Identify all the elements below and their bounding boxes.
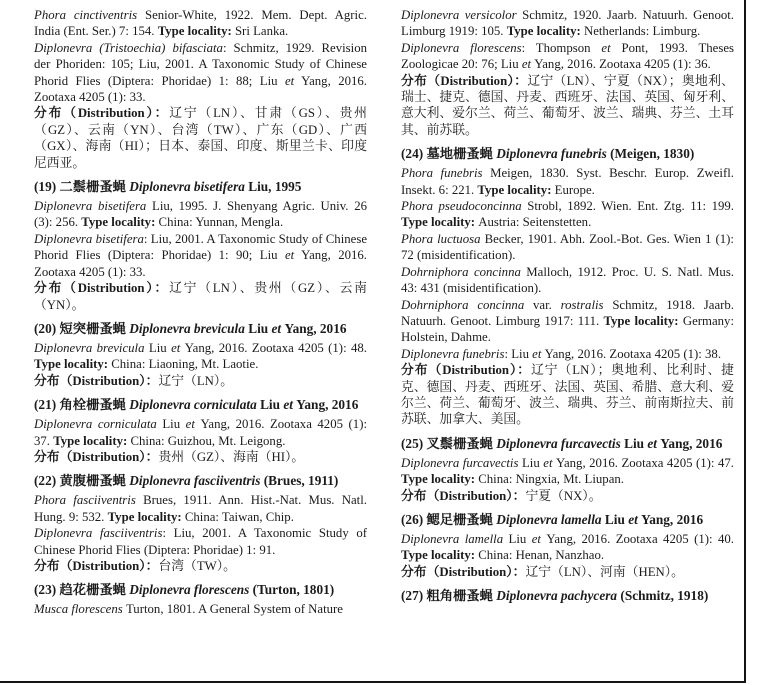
text-run: Yang, 2016 (641, 511, 704, 527)
text-run: Meigen, 1830. Syst. Beschr. Europ. Zweifl. Insekt. 6: 221. (401, 166, 734, 197)
text-run: Liu, 1995. J. Shenyang Agric. Univ. 26 (3): 256. (34, 199, 367, 230)
text-run: Europe. (554, 182, 595, 197)
entry-heading (34, 320, 367, 337)
entry-paragraph (34, 105, 367, 171)
text-run: (Turton, 1801) (252, 582, 335, 598)
text-run: Type locality: (53, 433, 131, 448)
text-run: Yang, 2016 (296, 397, 359, 413)
text-run: 辽宁（LN）、贵州（GZ）、云南（YN）。 (34, 281, 367, 312)
entry-paragraph (401, 7, 734, 40)
text-run: 分布（Distribution）： (401, 73, 528, 88)
text-run: Yang, 2016. Zootaxa 4205 (1): 36. (534, 57, 711, 72)
text-run: : Liu (504, 346, 533, 361)
text-run: Diplonevra brevicula (34, 340, 149, 355)
text-run: : Liu, 2001. A Taxonomic Study of Chinese Phorid Flies (Diptera: Phoridae) 1: 91. (34, 526, 367, 557)
text-run: Turton, 1801. A General System of Nature (125, 602, 343, 617)
text-run: Austria: Seitenstetten. (478, 215, 592, 230)
text-run: Diplonevra brevicula (129, 320, 249, 336)
entry-paragraph (401, 297, 734, 346)
text-run: 分布（Distribution）： (401, 488, 526, 503)
text-run: et (628, 511, 642, 527)
left-column (34, 7, 367, 618)
text-run: (21) 角栓栅蚤蝇 (34, 397, 130, 413)
entry-heading (34, 178, 367, 195)
text-run: Phora luctuosa (401, 231, 485, 246)
text-run: (26) 鳃足栅蚤蝇 (401, 511, 497, 527)
text-run: et (521, 57, 535, 72)
text-run: Dohrniphora concinna (401, 264, 527, 279)
text-run: Germany: Holstein, Dahme. (401, 313, 734, 345)
text-run: 贵州（GZ）、海南（HI）。 (158, 449, 305, 464)
text-run: Diplonevra corniculata (34, 417, 163, 432)
text-run: Liu (604, 511, 629, 527)
text-run: Yang, 2016 (284, 320, 347, 336)
text-run: Type locality: (477, 182, 555, 197)
text-run: Type locality: (401, 215, 479, 230)
text-run: (20) 短突栅蚤蝇 (34, 320, 130, 336)
entry-heading (401, 435, 734, 452)
entry-paragraph (34, 280, 367, 313)
entry-paragraph (34, 231, 367, 280)
entry-paragraph (401, 231, 734, 264)
text-run: Diplonevra corniculata (129, 397, 261, 413)
text-run: Diplonevra funebris (496, 146, 611, 162)
text-run: Diplonevra bisetifera (34, 231, 144, 246)
text-run: Type locality: (401, 472, 479, 487)
text-run: et (185, 417, 201, 432)
text-run: et (171, 340, 185, 355)
text-run: Musca florescens (34, 602, 126, 617)
text-run: et (283, 397, 297, 413)
entry-paragraph (34, 601, 367, 617)
entry-paragraph (401, 564, 734, 580)
text-run: et (601, 40, 622, 55)
text-run: Senior-White, 1922. Mem. Dept. Agric. India (Ent. Ser.) 7: 154. (34, 8, 367, 39)
text-run: et (647, 435, 661, 451)
entry-heading (401, 145, 734, 162)
text-run: Diplonevra florescens (401, 40, 522, 55)
text-run: China: Ningxia, Mt. Liupan. (478, 472, 624, 487)
text-run: et (284, 248, 295, 263)
text-run: Sri Lanka. (234, 24, 289, 39)
text-run: Schmitz, 1918. Jaarb. Natuurh. Genoot. Limburg 1917: 111. (401, 297, 734, 328)
text-run: et (543, 455, 557, 470)
text-run: Diplonevra (Tristoechia) bifasciata (34, 40, 223, 55)
text-run: Liu, 1995 (248, 179, 302, 195)
text-run: Type locality: (603, 313, 683, 328)
text-run: China: Guizhou, Mt. Leigong. (130, 433, 286, 448)
text-run: : Schmitz, 1929. Revision der Phoriden: 105; Liu, 2001. A Taxonomic Study of Chinese Phorid Flies (Diptera: Phoridae) 1: 88; Liu (34, 40, 367, 88)
text-run: Diplonevra bisetifera (34, 199, 153, 214)
text-run: Yang, 2016. Zootaxa 4205 (1): 40. (546, 531, 734, 546)
text-run: Diplonevra furcavectis (401, 455, 522, 470)
text-run: (Brues, 1911) (263, 473, 339, 489)
text-run: (Schmitz, 1918) (620, 588, 709, 604)
text-run: Type locality: (506, 24, 584, 39)
text-run: (24) 墓地栅蚤蝇 (401, 146, 497, 162)
text-run: (23) 趋花栅蚤蝇 (34, 582, 130, 598)
entry-paragraph (34, 373, 367, 389)
text-run: 宁夏（NX）。 (525, 488, 602, 503)
entry-paragraph (401, 346, 734, 362)
text-run: Yang, 2016. Zootaxa 4205 (1): 47. (556, 455, 734, 470)
text-run: 分布（Distribution）： (34, 373, 159, 388)
text-run: (27) 粗角栅蚤蝇 (401, 588, 497, 604)
text-run: Yang, 2016. Zootaxa 4205 (1): 48. (184, 340, 368, 355)
text-run: (25) 叉鬃栅蚤蝇 (401, 435, 497, 451)
entry-heading (34, 396, 367, 413)
text-run: 台湾（TW）。 (158, 558, 236, 573)
text-run: Dohrniphora concinna (401, 297, 534, 312)
text-run: Yang, 2016. Zootaxa 4205 (1): 37. (34, 417, 368, 448)
text-run: Diplonevra fasciiventris (34, 526, 163, 541)
text-run: Netherlands: Limburg. (583, 24, 701, 39)
entry-heading (401, 511, 734, 528)
text-run: Yang, 2016. Zootaxa 4205 (1): 33. (34, 73, 367, 105)
text-run: Diplonevra bisetifera (129, 179, 249, 195)
entry-paragraph (401, 73, 734, 139)
text-run: Liu (260, 397, 284, 413)
text-run: et (284, 73, 295, 88)
text-run: Diplonevra lamella (496, 511, 605, 527)
entry-paragraph (34, 449, 367, 465)
text-run: 辽宁（LN）、宁夏（NX）；奥地利、瑞士、捷克、德国、丹麦、西班牙、法国、英国、匈牙利、意大利、爱尔兰、荷兰、葡萄牙、波兰、瑞典、芬兰、土耳其、前苏联。 (401, 73, 734, 137)
entry-heading (34, 581, 367, 598)
text-run: 分布（Distribution）： (34, 558, 159, 573)
text-run: Liu (624, 435, 648, 451)
text-run: 分布（Distribution）： (34, 449, 159, 464)
entry-paragraph (401, 198, 734, 231)
text-run: Phora pseudoconcinna (401, 199, 528, 214)
text-run: Diplonevra pachycera (496, 588, 621, 604)
text-run: (Meigen, 1830) (610, 146, 695, 162)
text-run: Strobl, 1892. Wien. Ent. Ztg. 11: 199. (527, 199, 734, 214)
entry-paragraph (401, 531, 734, 564)
entry-paragraph (401, 362, 734, 428)
entry-heading (34, 472, 367, 489)
text-run: Type locality: (107, 509, 185, 524)
text-run: 辽宁（LN）。 (158, 373, 234, 388)
text-run: China: Taiwan, Chip. (184, 509, 294, 524)
text-run: Type locality: (157, 24, 235, 39)
text-run: Liu (148, 340, 172, 355)
text-run: 分布（Distribution）： (34, 106, 170, 121)
entry-paragraph (34, 40, 367, 106)
entry-paragraph (401, 488, 734, 504)
text-run: China: Henan, Nanzhao. (478, 548, 605, 563)
text-run: 辽宁（LN）；奥地利、比利时、捷克、德国、丹麦、西班牙、法国、英国、希腊、意大利、爱尔兰、荷兰、葡萄牙、波兰、瑞典、芬兰、前南斯拉夫、前苏联、加拿大、美国。 (401, 363, 734, 427)
text-run: Becker, 1901. Abh. Zool.-Bot. Ges. Wien 1 (1): 72 (misidentification). (401, 231, 734, 263)
text-run: Yang, 2016 (660, 435, 723, 451)
text-run: Type locality: (81, 215, 159, 230)
text-run: et (532, 346, 545, 361)
text-run: Type locality: (401, 548, 479, 563)
text-run: 辽宁（LN）、河南（HEN）。 (525, 564, 684, 579)
text-run: Phora funebris (401, 166, 491, 181)
text-run: Phora cinctiventris (34, 8, 145, 22)
text-run: 分布（Distribution）： (401, 564, 526, 579)
text-run: Diplonevra florescens (129, 582, 253, 598)
text-run: Yang, 2016. Zootaxa 4205 (1): 38. (544, 346, 722, 361)
text-run: et (531, 531, 547, 546)
entry-paragraph (34, 340, 367, 373)
text-run: Liu (521, 455, 544, 470)
entry-paragraph (401, 165, 734, 198)
text-run: (22) 黄腹栅蚤蝇 (34, 473, 130, 489)
text-run: Diplonevra versicolor (401, 8, 523, 22)
entry-paragraph (34, 416, 367, 449)
entry-paragraph (401, 455, 734, 488)
text-run: 分布（Distribution）： (34, 281, 170, 296)
entry-paragraph (401, 40, 734, 73)
text-run: Malloch, 1912. Proc. U. S. Natl. Mus. 43: 431 (misidentification). (401, 264, 734, 296)
text-run: China: Yunnan, Mengla. (158, 215, 284, 230)
text-run: et (271, 320, 285, 336)
text-run: Diplonevra furcavectis (496, 435, 625, 451)
text-run: : Thompson (521, 40, 602, 55)
text-run: Liu (248, 320, 272, 336)
text-run: Type locality: (34, 357, 112, 372)
text-run: (19) 二鬃栅蚤蝇 (34, 179, 130, 195)
text-run: : Liu, 2001. A Taxonomic Study of Chinese Phorid Flies (Diptera: Phoridae) 1: 90; Liu (34, 231, 368, 263)
entry-paragraph (34, 558, 367, 574)
text-run: Liu (162, 417, 186, 432)
text-run: Diplonevra fasciiventris (129, 473, 264, 489)
entry-paragraph (401, 264, 734, 297)
text-run: Schmitz, 1920. Jaarb. Natuurh. Genoot. Limburg 1919: 105. (401, 8, 734, 39)
text-run: rostralis (560, 297, 613, 312)
text-run: Yang, 2016. Zootaxa 4205 (1): 33. (34, 248, 367, 279)
text-run: 辽宁（LN）、甘肃（GS）、贵州（GZ）、云南（YN）、台湾（TW）、广东（GD）、广西（GX）、海南（HI）；日本、泰国、印度、斯里兰卡、印度尼西亚。 (34, 106, 367, 170)
text-run: Phora fasciiventris (34, 493, 144, 508)
right-column (401, 7, 734, 618)
entry-paragraph (34, 198, 367, 231)
text-run: Pont, 1993. Theses Zoologicae 20: 76; Liu (401, 40, 735, 72)
text-run: Diplonevra funebris (401, 346, 505, 361)
text-run: Diplonevra lamella (401, 531, 509, 546)
text-run: var. (533, 297, 561, 312)
entry-paragraph (34, 7, 367, 40)
entry-heading (401, 587, 734, 604)
text-run: 分布（Distribution）： (401, 363, 532, 378)
text-run: China: Liaoning, Mt. Laotie. (111, 357, 259, 372)
text-run: Liu (508, 531, 532, 546)
text-run: Brues, 1911. Ann. Hist.-Nat. Mus. Natl. Hung. 9: 532. (34, 493, 367, 524)
entry-paragraph (34, 525, 367, 558)
entry-paragraph (34, 492, 367, 525)
